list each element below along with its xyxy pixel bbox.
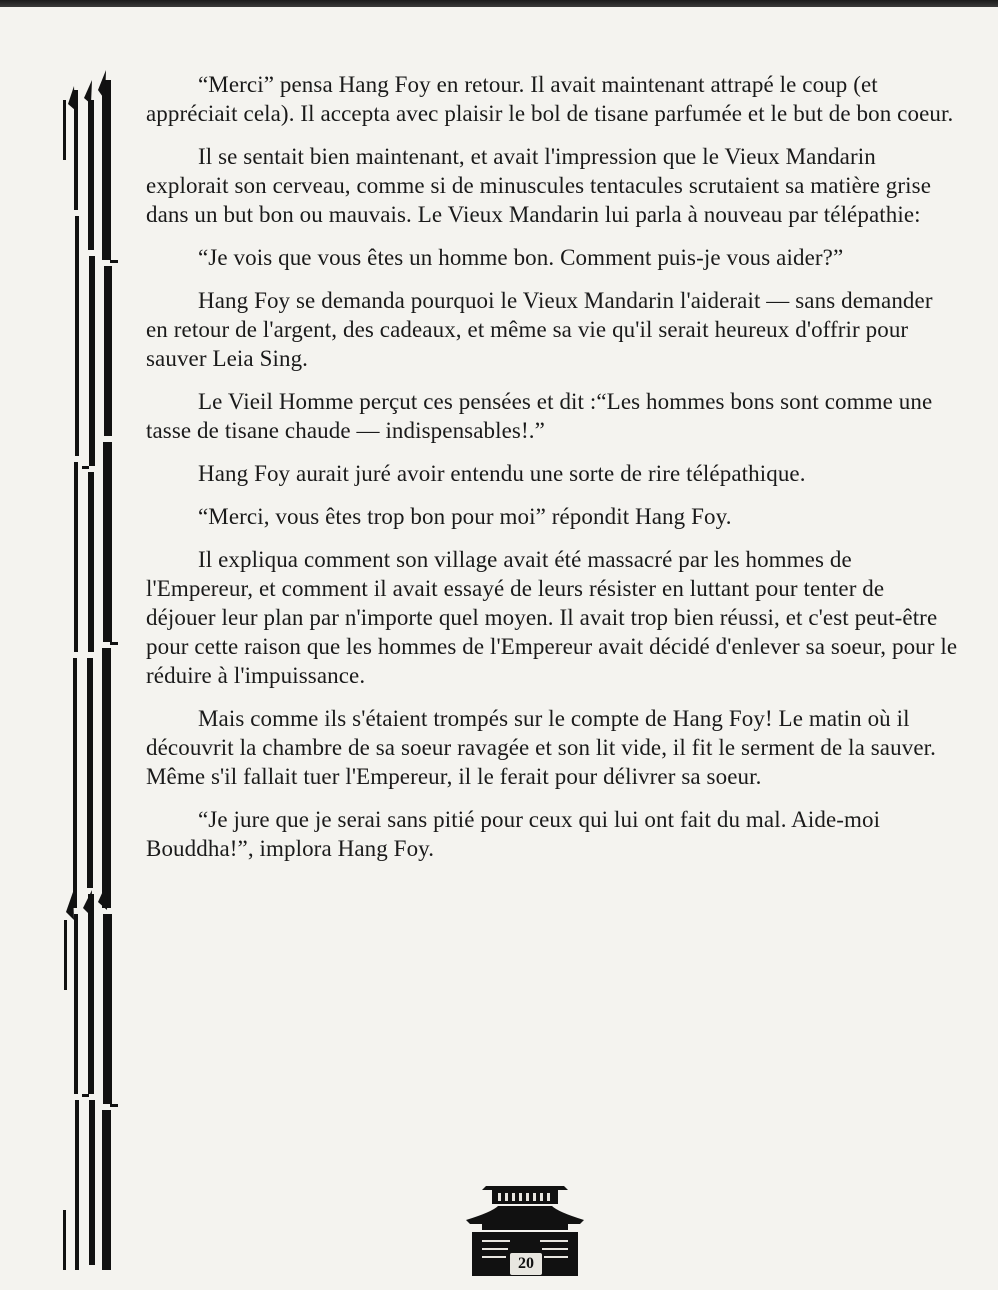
paragraph: “Je vois que vous êtes un homme bon. Comment puis-je vous aider?” — [198, 245, 844, 270]
top-rule — [0, 0, 998, 7]
paragraph: Hang Foy se demanda pourquoi le Vieux Mandarin l'aiderait — sans demander en retour de l'argent, des cadeaux, et même sa vie qu'il serait heureux d'offrir pour sauver Leia Sing. — [146, 288, 933, 371]
paragraph: “Je jure que je serai sans pitié pour ceux qui lui ont fait du mal. Aide-moi Bouddha!”, implora Hang Foy. — [146, 807, 881, 861]
body-text — [146, 70, 958, 877]
paragraph: Il se sentait bien maintenant, et avait l'impression que le Vieux Mandarin explorait son cerveau, comme si de minuscules tentacules scrutaient sa matière grise dans un but bon ou mauvais. Le Vieux Mandarin lui parla à nouveau par télépathie: — [146, 144, 932, 227]
bamboo-border-icon — [58, 60, 128, 1275]
paragraph: Le Vieil Homme perçut ces pensées et dit :“Les hommes bons sont comme une tasse de tisane chaude — indispensables!.” — [146, 389, 933, 443]
paragraph: Mais comme ils s'étaient trompés sur le compte de Hang Foy! Le matin où il découvrit la chambre de sa soeur ravagée et son lit vide, il fit le serment de la sauver. Même s'il fallait tuer l'Empereur, il le ferait pour délivrer sa soeur. — [146, 706, 936, 789]
paragraph: Il expliqua comment son village avait été massacré par les hommes de l'Empereur, et comment il avait essayé de leurs résister en luttant pour tenter de déjouer leur plan par n'importe quel moyen. Il avait trop bien réussi, et c'est peut-être pour cette raison que les hommes de l'Empereur avait décidé d'enlever sa soeur, pour le réduire à l'impuissance. — [146, 547, 958, 688]
paragraph: “Merci” pensa Hang Foy en retour. Il avait maintenant attrapé le coup (et appréciait cela). Il accepta avec plaisir le bol de tisane parfumée et le but de bon coeur. — [146, 72, 954, 126]
paragraph: “Merci, vous êtes trop bon pour moi” répondit Hang Foy. — [198, 504, 732, 529]
paragraph: Hang Foy aurait juré avoir entendu une sorte de rire télépathique. — [198, 461, 806, 486]
page-number: 20 — [510, 1253, 542, 1275]
